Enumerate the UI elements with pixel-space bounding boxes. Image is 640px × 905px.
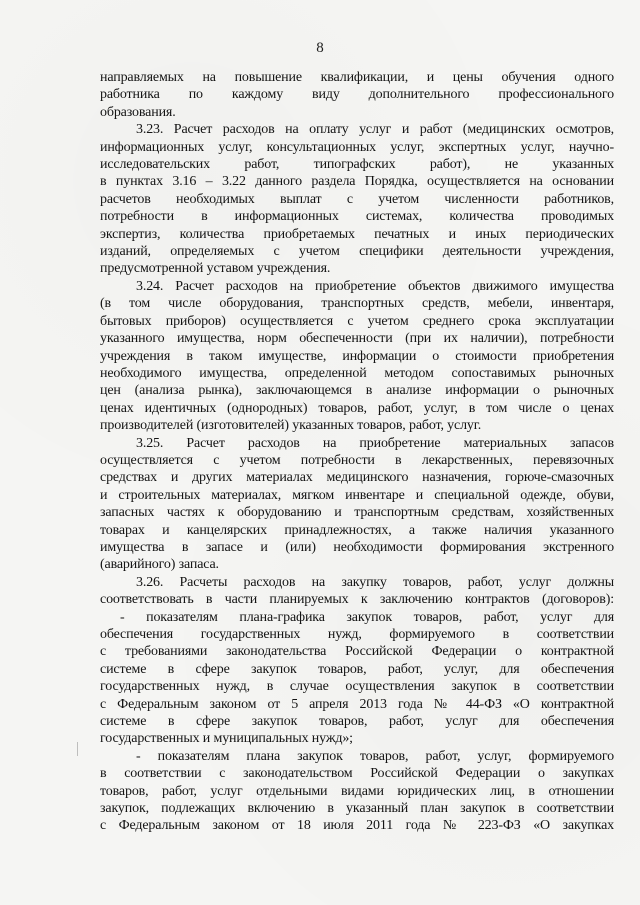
text-line: товаров, работ, услуг отдельными видами юридических лиц, в отношении <box>100 783 614 799</box>
paragraph-3-23 <box>100 121 614 278</box>
text-line: направляемых на повышение квалификации, и цены обучения одного <box>100 70 614 85</box>
list-item-procurement-plan <box>100 748 614 835</box>
text-line: в соответствии с законодательством Российской Федерации о закупках <box>100 766 614 782</box>
text-line: 3.23. Расчет расходов на оплату услуг и работ (медицинских осмотров, <box>136 122 614 138</box>
paragraph-3-26 <box>100 574 614 609</box>
paragraph-continuation <box>100 69 614 121</box>
text-line: - показателям плана закупок товаров, работ, услуг, формируемого <box>136 748 614 764</box>
text-line: запасных частях к оборудованию и транспортным средствам, хозяйственных <box>100 505 614 521</box>
text-line: указанного имущества, норм обеспеченности (при их наличии), потребности <box>100 331 614 347</box>
text-line: осуществляется с учетом потребности в лекарственных, перевязочных <box>100 452 614 468</box>
text-line: экспертиз, количества приобретаемых печатных и иных периодических <box>100 226 614 242</box>
text-line: государственных нужд, в случае осуществления закупок в соответствии <box>100 679 614 695</box>
text-line: средствах и других материалах медицинского назначения, горюче-смазочных <box>100 470 614 486</box>
text-line: закупок, подлежащих включению в указанный план закупок в соответствии <box>100 801 614 817</box>
list-item-plan-schedule <box>100 609 614 748</box>
scan-margin-mark <box>77 742 78 756</box>
text-line: обеспечения государственных нужд, формируемого в соответствии <box>100 627 614 642</box>
text-line: (аварийного) запаса. <box>100 557 219 573</box>
text-line: потребности в информационных системах, количества проводимых <box>100 209 614 225</box>
text-line: необходимого имущества, определенной методом сопоставимых рыночных <box>100 365 614 381</box>
text-line: работника по каждому виду дополнительного профессионального <box>100 87 614 103</box>
text-line: товарах и канцелярских принадлежностях, а также наличия указанного <box>100 522 614 538</box>
text-line: системе в сфере закупок товаров, работ, услуг, для обеспечения <box>100 661 614 677</box>
document-body <box>100 69 614 835</box>
text-line: (в том числе оборудования, транспортных средств, мебели, инвентаря, <box>100 296 614 312</box>
text-line: с Федеральным законом от 18 июля 2011 года № 223-ФЗ «О закупках <box>100 818 614 834</box>
text-line: предусмотренной уставом учреждения. <box>100 261 331 277</box>
text-line: государственных и муниципальных нужд»; <box>100 731 353 747</box>
text-line: изданий, определяемых с учетом специфики деятельности учреждения, <box>100 244 614 260</box>
text-line: - показателям плана-графика закупок товаров, работ, услуг для <box>120 609 614 625</box>
text-line: 3.25. Расчет расходов на приобретение материальных запасов <box>136 435 614 451</box>
text-line: цен (анализа рынка), заключающемся в анализе информации о рыночных <box>100 383 614 399</box>
text-line: образования. <box>100 104 176 120</box>
text-line: исследовательских работ, типографских работ), не указанных <box>100 157 614 173</box>
text-line: бытовых приборов) осуществляется с учетом среднего срока эксплуатации <box>100 313 614 329</box>
text-line: учреждения в таком имуществе, информации о стоимости приобретения <box>100 348 614 364</box>
text-line: 3.24. Расчет расходов на приобретение объектов движимого имущества <box>136 278 614 294</box>
paragraph-3-25 <box>100 435 614 574</box>
text-line: 3.26. Расчеты расходов на закупку товаров, работ, услуг должны <box>136 574 614 590</box>
text-line: соответствовать в части планируемых к заключению контрактов (договоров): <box>100 592 614 608</box>
text-line: с Федеральным законом от 5 апреля 2013 года № 44-ФЗ «О контрактной <box>100 696 614 712</box>
text-line: расчетов необходимых выплат с учетом численности работников, <box>100 191 614 207</box>
text-line: в пунктах 3.16 – 3.22 данного раздела Порядка, осуществляется на основании <box>100 174 614 190</box>
text-line: производителей (изготовителей) указанных товаров, работ, услуг. <box>100 418 482 434</box>
text-line: имущества в запасе и (или) необходимости формирования экстренного <box>100 539 614 555</box>
page-number: 8 <box>316 40 324 56</box>
paragraph-3-24 <box>100 278 614 435</box>
text-line: с требованиями законодательства Российской Федерации о контрактной <box>100 644 614 660</box>
text-line: информационных услуг, консультационных услуг, экспертных услуг, научно- <box>100 139 614 155</box>
text-line: ценах идентичных (однородных) товаров, работ, услуг, в том числе о ценах <box>100 400 614 416</box>
text-line: системе в сфере закупок товаров, работ, услуг для обеспечения <box>100 714 614 730</box>
text-line: и строительных материалах, мягком инвентаре и специальной одежде, обуви, <box>100 487 614 503</box>
